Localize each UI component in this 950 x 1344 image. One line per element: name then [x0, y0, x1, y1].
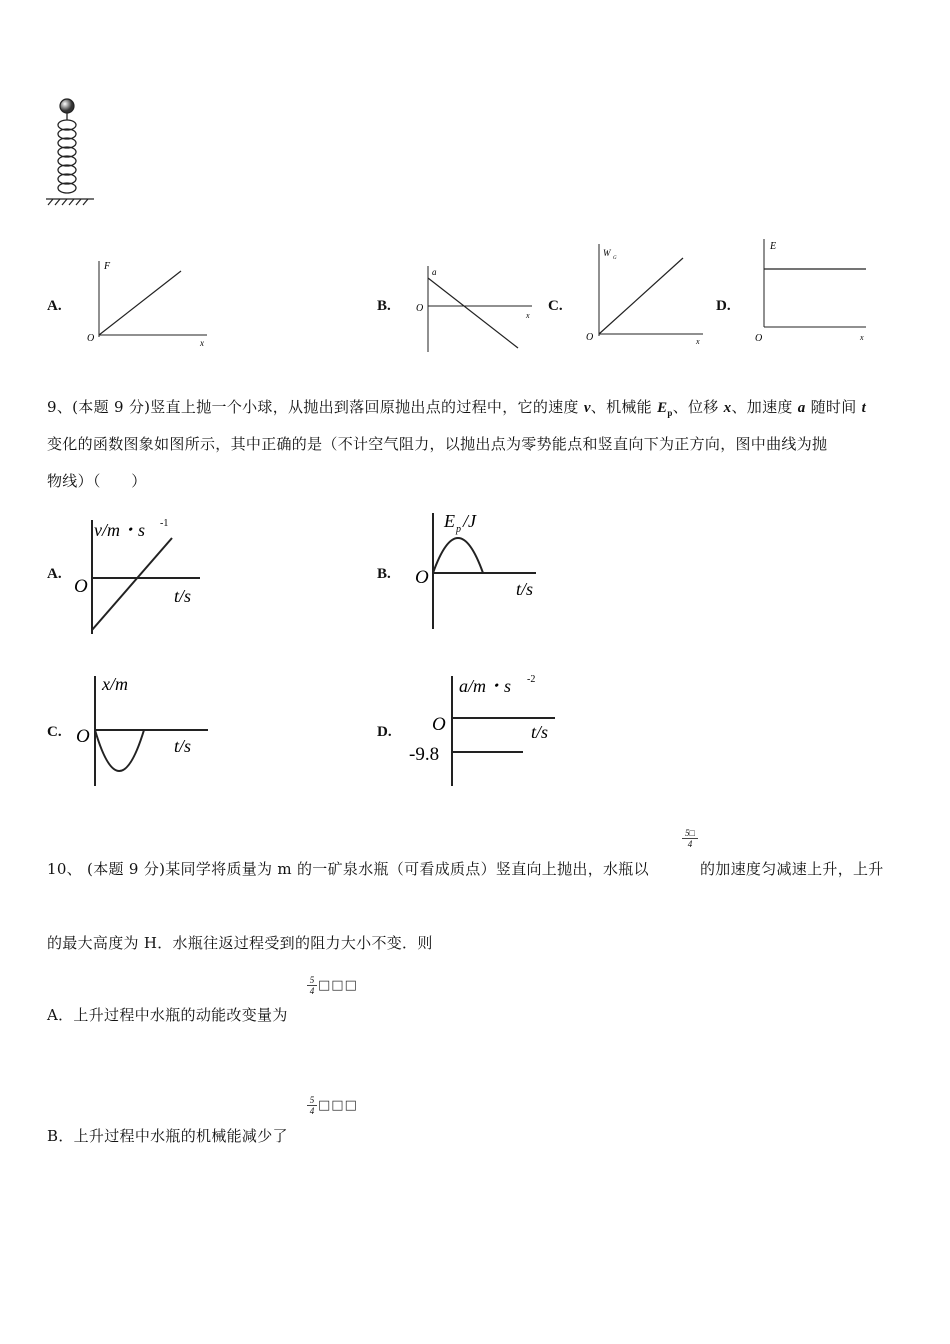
spring-ball-figure — [40, 95, 100, 210]
q9-b-x-axis-label: t/s — [516, 579, 534, 599]
q8-graph-a — [85, 255, 215, 350]
q9-d-y-axis-label: a/m・s — [459, 676, 512, 696]
q10-a-frac-den: 4 — [309, 986, 315, 996]
q8-graph-c — [585, 240, 710, 348]
q10-stem-line-1-suffix: 的加速度匀减速上升，上升 — [700, 860, 884, 878]
q9-symbol-ep: E — [657, 400, 668, 416]
q10-b-frac-num: 5 — [309, 1095, 315, 1105]
q9-c-y-axis-label: x/m — [102, 674, 128, 694]
q8-c-x-axis-label: x — [696, 337, 700, 346]
q9-graph-d — [405, 670, 565, 790]
q9-d-value-label: -9.8 — [409, 744, 440, 765]
q9-b-origin-label: O — [415, 567, 429, 588]
q8-c-origin-label: O — [586, 332, 594, 343]
q10-option-b[interactable]: B．上升过程中水瓶的机械能减少了 — [47, 1127, 288, 1145]
q9-b-y-sub: p — [456, 524, 461, 535]
q10-accel-fraction — [680, 828, 700, 849]
q10-option-a-placeholder: □□□ — [318, 978, 358, 993]
q10-option-b-placeholder: □□□ — [318, 1098, 358, 1113]
q9-a-y-exp: -1 — [160, 518, 169, 529]
q9-option-a-label[interactable]: A. — [47, 566, 62, 582]
q10-option-a[interactable]: A．上升过程中水瓶的动能改变量为 — [47, 1006, 288, 1024]
q10-option-b-fraction — [307, 1095, 317, 1116]
q9-symbol-ep-sub: p — [667, 408, 673, 418]
q8-option-c-label[interactable]: C. — [548, 298, 563, 314]
spring-icon — [58, 113, 76, 193]
q8-graph-b — [410, 262, 545, 354]
q9-a-x-axis-label: t/s — [174, 586, 192, 606]
q9-b-y-axis-label: E — [444, 511, 455, 531]
q9-a-y-axis-label: v/m・s — [94, 520, 145, 540]
q9-c-origin-label: O — [76, 726, 90, 747]
q9-b-y-unit: /J — [463, 511, 476, 531]
q8-option-b-label[interactable]: B. — [377, 298, 391, 314]
q8-option-a-label[interactable]: A. — [47, 298, 62, 314]
q9-symbol-t: t — [861, 400, 867, 416]
q9-stem-line-1 — [47, 396, 866, 418]
q9-c-x-axis-label: t/s — [174, 736, 192, 756]
q9-sep-1: 、机械能 — [590, 398, 658, 416]
ball-icon — [60, 99, 74, 113]
ground-icon — [46, 199, 94, 205]
q9-option-c-label[interactable]: C. — [47, 724, 62, 740]
q8-b-x-axis-label: x — [526, 311, 530, 320]
q9-a-origin-label: O — [74, 576, 88, 597]
q8-b-origin-label: O — [416, 303, 424, 314]
q10-frac-num: 5□ — [685, 828, 695, 838]
q10-stem-line-1-prefix: 10、 (本题 9 分)某同学将质量为 m 的一矿泉水瓶（可看成质点）竖直向上抛出，水瓶以 — [47, 860, 649, 878]
q8-option-d-label[interactable]: D. — [716, 298, 731, 314]
q9-d-x-axis-label: t/s — [531, 722, 549, 742]
q10-a-frac-num: 5 — [309, 975, 315, 985]
q9-d-origin-label: O — [432, 714, 446, 735]
q9-d-y-exp: -2 — [527, 674, 536, 685]
q8-d-origin-label: O — [755, 333, 763, 344]
q9-option-d-label[interactable]: D. — [377, 724, 392, 740]
q9-option-b-label[interactable]: B. — [377, 566, 391, 582]
q8-a-origin-label: O — [87, 333, 95, 344]
q9-sep-2: 、位移 — [672, 398, 724, 416]
q9-stem-prefix: 9、(本题 9 分)竖直上抛一个小球，从抛出到落回原抛出点的过程中，它的速度 — [47, 398, 584, 416]
q8-a-y-axis-label: F — [104, 261, 111, 272]
q8-c-y-axis-sub: G — [613, 256, 617, 261]
q8-d-x-axis-label: x — [860, 333, 864, 342]
q9-sep-4: 随时间 — [805, 398, 862, 416]
q9-symbol-a: a — [797, 400, 806, 416]
q8-graph-d — [750, 235, 875, 347]
q10-frac-den: 4 — [687, 839, 693, 849]
q8-b-y-axis-label: a — [432, 267, 437, 277]
q10-option-a-fraction — [307, 975, 317, 996]
q9-symbol-v: v — [583, 400, 591, 416]
q9-graph-a — [70, 512, 220, 637]
q10-stem-line-2: 的最大高度为 H．水瓶往返过程受到的阻力大小不变．则 — [47, 934, 433, 952]
q9-symbol-x: x — [723, 400, 732, 416]
q9-stem-line-2: 变化的函数图象如图所示，其中正确的是（不计空气阻力，以抛出点为零势能点和竖直向下为正方向，图中曲线为抛 — [47, 435, 828, 453]
q10-b-frac-den: 4 — [309, 1106, 315, 1116]
q9-sep-3: 、加速度 — [731, 398, 798, 416]
q9-stem-line-3: 物线）（ ） — [47, 472, 147, 490]
q8-c-y-axis-label: W — [603, 248, 611, 258]
q8-a-x-axis-label: x — [200, 338, 204, 348]
q8-d-y-axis-label: E — [770, 241, 777, 252]
q9-graph-c — [70, 670, 220, 790]
q9-graph-b — [408, 505, 558, 635]
